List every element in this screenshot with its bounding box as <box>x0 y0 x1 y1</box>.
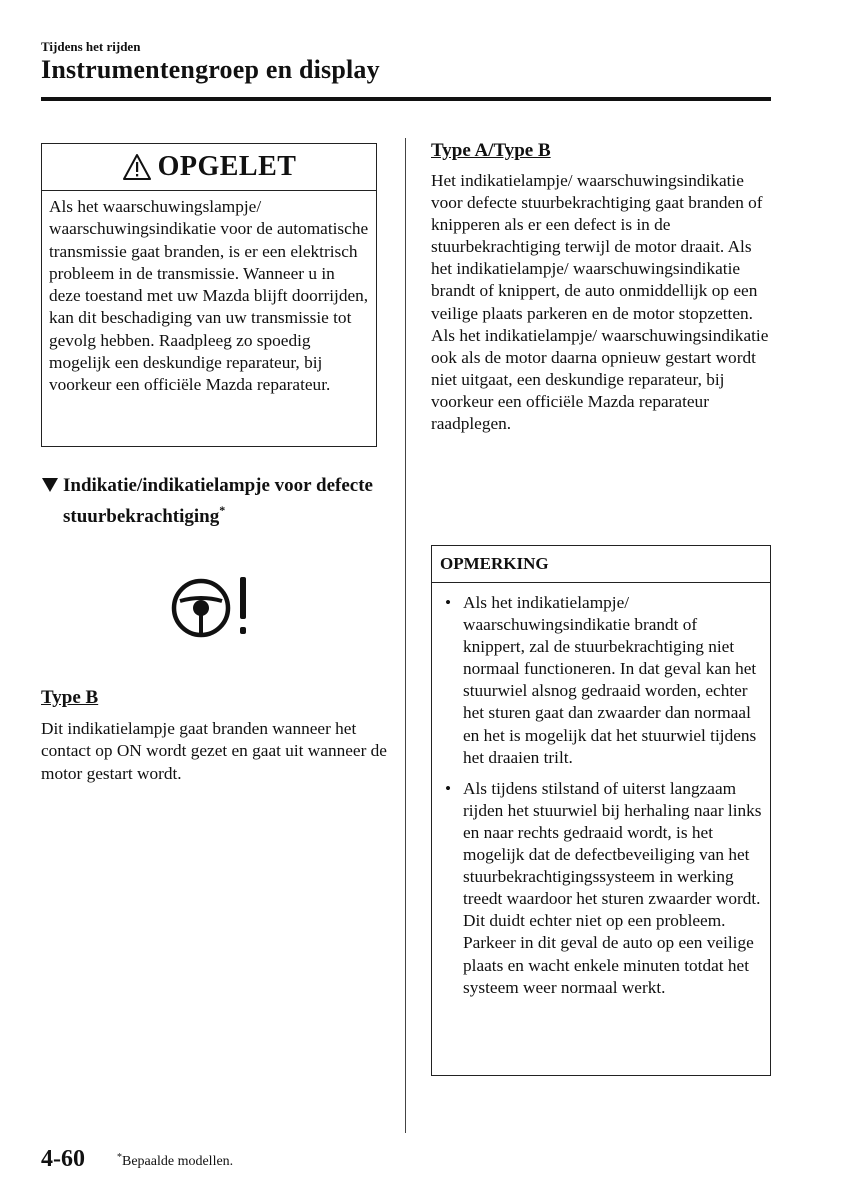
warning-triangle-icon <box>122 153 152 181</box>
bullet-icon: • <box>445 778 452 798</box>
note-item-text: Als tijdens stilstand of uiterst langzaam rijden het stuurwiel bij herhaling naar links en naar rechts gedraaid wordt, is het mogelijk dat de defectbeveiliging van het stuurbekrachtigingssysteem in werking treedt waardoor het sturen zwaarder wordt. Dit duidt echter niet op een probleem. Parkeer in dit geval de auto op een veilige plaats en wacht enkele minuten totdat het systeem weer normaal werkt. <box>463 778 762 997</box>
triangle-marker-icon <box>41 474 59 494</box>
footnote <box>117 1152 233 1170</box>
caution-header <box>42 144 376 191</box>
note-box <box>431 545 771 1076</box>
section-label: Tijdens het rijden <box>41 39 141 54</box>
section-heading <box>41 474 386 529</box>
title-rule <box>41 97 771 101</box>
note-title: OPMERKING <box>432 546 770 583</box>
caution-text: Als het waarschuwingslampje/ waarschuwingsindikatie voor de automatische transmissie gaat branden, is er een elektrisch probleem in de transmissie. Wanneer u in deze toestand met uw Mazda blijft doorrijden, kan dit beschadiging van uw transmissie tot gevolg hebben. Raadpleeg zo spoedig mogelijk een deskundige reparateur, bij voorkeur een officiële Mazda reparateur. <box>49 197 369 395</box>
note-item <box>442 592 762 769</box>
note-item <box>442 778 762 999</box>
footnote-text: Bepaalde modellen. <box>122 1154 234 1169</box>
note-item-text: Als het indikatielampje/ waarschuwingsindikatie brandt of knippert, zal de stuurbekrachtiging niet normaal functioneren. In dat geval kan het stuurwiel alsnog gedraaid worden, echter het sturen gaat dan zwaarder dan normaal en het is mogelijk dat het stuurwiel tijdens het draaien trilt. <box>463 593 757 767</box>
note-list <box>432 583 770 999</box>
type-ab-text: Het indikatielampje/ waarschuwingsindikatie voor defecte stuurbekrachtiging gaat branden of knipperen als er een defect is in de stuurbekrachtiging terwijl de motor draait. Als het indikatielampje/ waarschuwingsindikatie brandt of knippert, de auto onmiddellijk op een veilige plaats parkeren en de motor stopzetten. Als het indikatielampje/ waarschuwingsindikatie ook als de motor daarna opnieuw gestart wordt niet uitgaat, een deskundige reparateur, bij voorkeur een officiële Mazda reparateur raadplegen. <box>431 171 769 434</box>
column-divider <box>405 138 406 1133</box>
type-b-text: Dit indikatielampje gaat branden wanneer het contact op ON wordt gezet en gaat uit wanneer de motor gestart wordt. <box>41 719 387 783</box>
caution-box <box>41 143 377 447</box>
footnote-marker: * <box>117 1152 122 1163</box>
caution-title: OPGELET <box>157 151 297 182</box>
type-ab-heading: Type A/Type B <box>431 140 551 161</box>
section-title: Indikatie/indikatielampje voor defecte stuurbekrachtiging <box>63 475 373 527</box>
type-b-heading: Type B <box>41 687 99 708</box>
bullet-icon: • <box>445 593 452 612</box>
page-title: Instrumentengroep en display <box>41 55 380 84</box>
model-marker: * <box>219 503 226 517</box>
power-steering-warning-icon <box>166 575 256 639</box>
page-number: 4-60 <box>41 1146 85 1172</box>
